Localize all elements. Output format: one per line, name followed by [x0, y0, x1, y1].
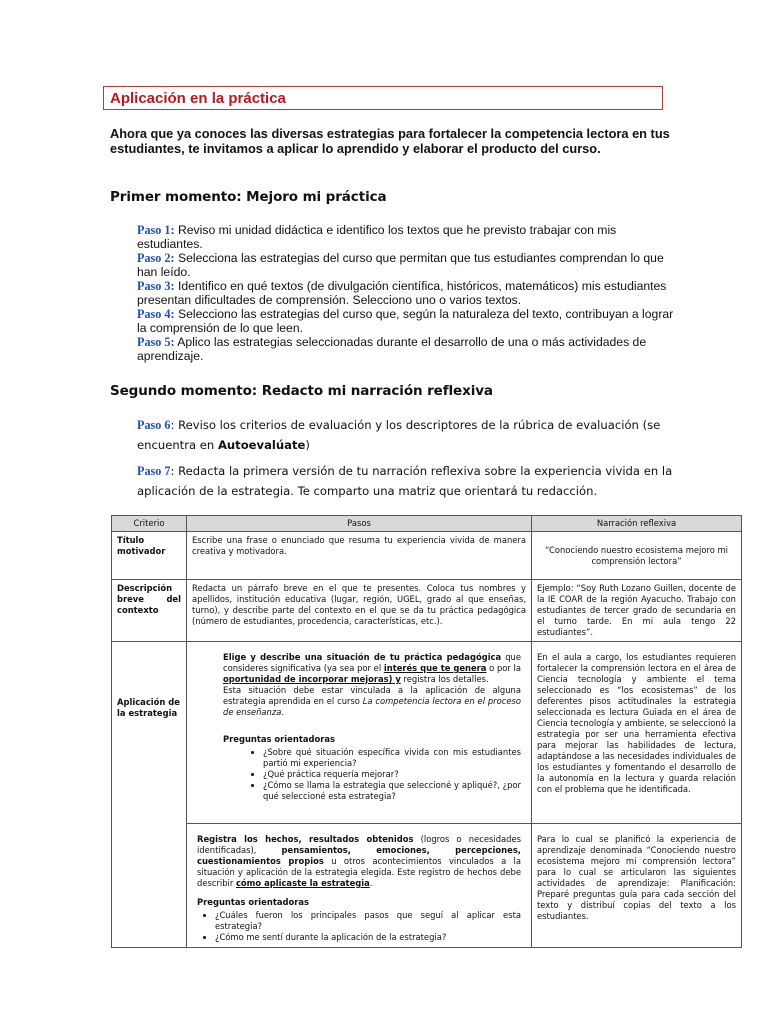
- pasos-paragraph: [197, 834, 521, 889]
- intro-paragraph: Ahora que ya conoces las diversas estrategias para fortalecer la competencia lectora en tus estudiantes, te invitamos a aplicar lo aprendido y elaborar el producto del curso.: [110, 126, 670, 156]
- pasos-text: o por la: [486, 663, 521, 673]
- pasos-paragraph: [223, 685, 521, 718]
- step-5: [137, 335, 677, 363]
- step-label: Paso 3:: [137, 279, 175, 293]
- list-item: • ¿Sobre qué situación específica vivida con mis estudiantes partió mi experiencia?: [263, 747, 521, 769]
- step-6: [137, 415, 677, 455]
- table-row: [112, 580, 742, 642]
- step-text: Reviso mi unidad didáctica e identifico los textos que he previsto trabajar con mis estudiantes.: [137, 223, 617, 251]
- questions-title: Preguntas orientadoras: [197, 897, 309, 907]
- table-row: [112, 642, 742, 824]
- list-item: • ¿Cómo se llama la estrategia que seleccioné y apliqué?, ¿por qué seleccioné esta estrategia?: [263, 780, 521, 802]
- step-label: Paso 7: [137, 464, 171, 478]
- pasos-cell: [187, 824, 532, 948]
- pasos-underline: interés que te genera: [383, 663, 487, 673]
- section-title-box: [103, 86, 663, 110]
- step-label: Paso 5:: [137, 335, 175, 349]
- step-text: Aplico las estrategias seleccionadas durante el desarrollo de una o más actividades de aprendizaje.: [137, 335, 647, 363]
- list-item: • ¿Qué práctica requería mejorar?: [263, 769, 521, 780]
- step-label: Paso 6: [137, 418, 171, 432]
- header-criterio: Criterio: [112, 516, 187, 532]
- narracion-cell: Para lo cual se planificó la experiencia de aprendizaje denominada “Conociendo nuestro ecosistema mejoro mi comprensión lectora” para lo cual se articularon las siguientes actividades de aprendizaje: Planificación: Preparé preguntas guía para cada sección del texto y distribuí copias del texto a los estudiantes.: [532, 824, 742, 948]
- pasos-bold: Registra los hechos, resultados obtenidos: [197, 834, 414, 844]
- pasos-bold: Elige y describe una situación de tu práctica pedagógica: [223, 652, 502, 662]
- step-3: [137, 279, 677, 307]
- step-7: [137, 461, 677, 501]
- moment2-title: Segundo momento: Redacto mi narración reflexiva: [110, 383, 493, 399]
- step-text: Selecciona las estrategias del curso que permitan que tus estudiantes comprendan lo que han leído.: [137, 251, 664, 279]
- step-2: [137, 251, 677, 279]
- list-item: • ¿Cómo me sentí durante la aplicación de la estrategia?: [215, 932, 521, 943]
- section-title: Aplicación en la práctica: [110, 90, 286, 107]
- criterio-cell: Descripción breve del contexto: [112, 580, 187, 642]
- step-1: [137, 223, 677, 251]
- step-4: [137, 307, 677, 335]
- moment1-title: Primer momento: Mejoro mi práctica: [110, 189, 387, 205]
- table-header-row: [112, 516, 742, 532]
- pasos-bold: pensamientos, emociones, percepciones, cuestionamientos propios: [197, 845, 521, 866]
- pasos-text: (logros o necesidades identificadas),: [197, 834, 521, 855]
- questions-list: [223, 747, 521, 802]
- narracion-cell: “Conociendo nuestro ecosistema mejoro mi comprensión lectora”: [532, 532, 742, 580]
- table-row: [112, 532, 742, 580]
- header-pasos: Pasos: [187, 516, 532, 532]
- list-item: • ¿Cuáles fueron los principales pasos que seguí al aplicar esta estrategia?: [215, 910, 521, 932]
- pasos-underline: cómo aplicaste la estrategia: [235, 878, 370, 888]
- pasos-text: registra los detalles.: [400, 674, 489, 684]
- step-link-text: Autoevalúate: [217, 438, 306, 452]
- questions-list: [197, 910, 521, 943]
- step-label: Paso 1:: [137, 223, 175, 237]
- pasos-cell: [187, 642, 532, 824]
- step-label: Paso 2:: [137, 251, 175, 265]
- narracion-cell: Ejemplo: “Soy Ruth Lozano Guillen, docente de la IE COAR de la región Ayacucho. Trabajo con estudiantes de tercer grado de secundaria en el turno tarde. En mi aula tengo 22 estudiantes”.: [532, 580, 742, 642]
- step-text: Selecciono las estrategias del curso que, según la naturaleza del texto, contribuyan a lograr la comprensión de lo que leen.: [137, 307, 674, 335]
- header-narracion: Narración reflexiva: [532, 516, 742, 532]
- reflection-matrix-table: [111, 515, 742, 948]
- step-label: Paso 4:: [137, 307, 175, 321]
- pasos-cell: Redacta un párrafo breve en el que te presentes. Coloca tus nombres y apellidos, institución educativa (lugar, región, UGEL, grado al que enseñas, turno), y describe parte del contexto en el que se da tu práctica pedagógica (número de estudiantes, procedencia, características, etc.).: [187, 580, 532, 642]
- pasos-cell: Escribe una frase o enunciado que resuma tu experiencia vivida de manera creativa y motivadora.: [187, 532, 532, 580]
- pasos-paragraph: [223, 652, 521, 685]
- criterio-cell: Título motivador: [112, 532, 187, 580]
- pasos-text: Esta situación debe estar vinculada a la aplicación de alguna estrategia aprendida en el curso: [223, 685, 521, 706]
- pasos-text: .: [369, 878, 373, 888]
- moment1-steps: [137, 223, 677, 363]
- questions-title: Preguntas orientadoras: [223, 734, 335, 744]
- pasos-text: .: [281, 707, 285, 717]
- criterio-cell: Aplicación de la estrategia: [112, 642, 187, 948]
- pasos-text: u otros acontecimientos vinculados a la situación y aplicación de la estrategia elegida. Este registro de hechos debe describir: [197, 856, 522, 888]
- course-title: La competencia lectora en el proceso de enseñanza: [223, 696, 521, 717]
- table-row: [112, 824, 742, 948]
- pasos-text: que consideres significativa (ya sea por el: [223, 652, 521, 673]
- step-text-end: ): [305, 438, 310, 452]
- narracion-cell: En el aula a cargo, los estudiantes requieren fortalecer la comprensión lectora en el área de Ciencia tecnología y ambiente el tema seleccionado es “los ecosistemas” de los deferentes pisos actitudinales la estrategia seleccionada es lectura Guiada en el área de Ciencia tecnología y ambiente, se seleccionó la estrategia por ser una herramienta efectiva para mejorar las habilidades de lectura, adaptándose a las necesidades individuales de los estudiantes y fomentando el desarrollo de la autonomía en la lectura y guarda relación con el problema que he identificada.: [532, 642, 742, 824]
- pasos-underline: oportunidad de incorporar mejoras) y: [223, 674, 401, 684]
- step-text: : Redacta la primera versión de tu narración reflexiva sobre la experiencia vivida en la aplicación de la estrategia. Te comparto una matriz que orientará tu redacción.: [137, 464, 673, 498]
- step-text: : Reviso los criterios de evaluación y los descriptores de la rúbrica de evaluación (se encuentra en: [137, 418, 661, 452]
- step-text: Identifico en qué textos (de divulgación científica, históricos, matemáticos) mis estudiantes presentan dificultades de comprensión. Selecciono uno o varios textos.: [137, 279, 667, 307]
